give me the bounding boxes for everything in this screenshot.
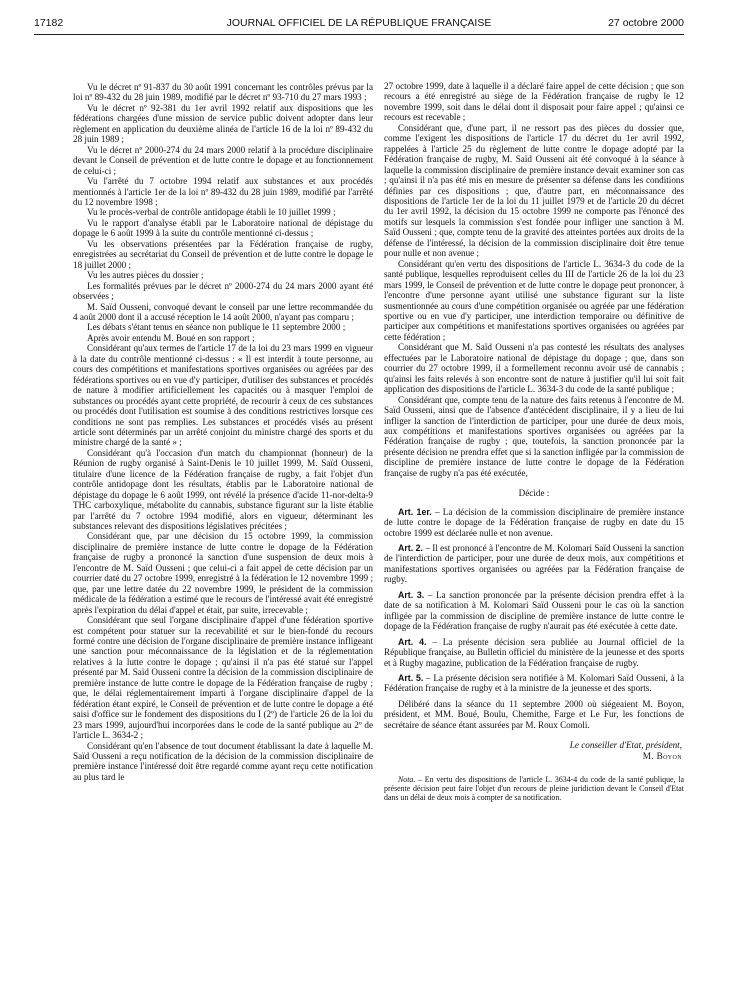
paragraph: Considérant que, d'une part, il ne ressort pas des pièces du dossier que, comme l'exigent les dispositions de l'article 17 du décret du 1er avril 1992, rappelées à l'article 25 du règlement de lutte contre le dopage adopté par la Fédération française de rugby, M. Saïd Ousseni ait été convoqué à la séance à laquelle la commission disciplinaire de première instance devait examiner son cas ; qu'ainsi il n'a pas été mis en mesure de présenter sa défense dans les conditions définies par ces dispositions ; que, d'autre part, en méconnaissance des dispositions de l'article 1er de la loi du 11 juillet 1979 et de l'article 20 du décret du 1er avril 1992, la décision du 15 octobre 1999 ne comporte pas l'énoncé des motifs sur lesquels la commission s'est fondée pour infliger une sanction à M. Saïd Ousseni ; que, compte tenu de la gravité des atteintes portées aux droits de la défense de l'intéressé, la décision de la commission disciplinaire doit être tenue pour nulle et non avenue ;	[384, 122, 684, 259]
paragraph: M. Saïd Ousseni, convoqué devant le conseil par une lettre recommandée du 4 août 2000 dont il a accusé réception le 14 août 2000, n'ayant pas comparu ;	[73, 301, 373, 322]
paragraph: Après avoir entendu M. Boué en son rapport ;	[87, 332, 255, 343]
page-number: 17182	[34, 17, 64, 29]
paragraph: Les débats s'étant tenus en séance non publique le 11 septembre 2000 ;	[87, 322, 346, 333]
article-label: Art. 3.	[398, 589, 425, 600]
article-text: – Il est prononcé à l'encontre de M. Kolomari Saïd Ousseni la sanction de l'interdiction de participer, pour une durée de deux mois, aux compétitions et manifestations sportives organisées ou agréées par la Fédération française de rugby.	[384, 543, 684, 585]
issue-date: 27 octobre 2000	[608, 17, 684, 29]
paragraph: Les formalités prévues par le décret nº 2000-274 du 24 mars 2000 ayant été observées ;	[73, 280, 373, 302]
article-label: Art. 1er.	[398, 506, 432, 517]
paragraph: Considérant qu'à l'occasion d'un match du championnat (honneur) de la Réunion de rugby organisé à Saint-Denis le 10 juillet 1999, M. Saïd Ousseni, titulaire d'une licence de la Fédération française de rugby, a fait l'objet d'un contrôle antidopage dont les résultats, établis par le Laboratoire national de dépistage du dopage le 6 août 1999, ont révélé la présence d'acide 11-nor-delta-9 THC carboxylique, métabolite du cannabis, substance figurant sur la liste établie par l'arrêté du 7 octobre 1994 modifié, alors en vigueur, déterminant les substances relevant des dispositions législatives précitées ;	[73, 447, 373, 532]
paragraph: Vu le décret nº 92-381 du 1er avril 1992 relatif aux dispositions que les fédérations chargées d'une mission de service public doivent adopter dans leur règlement en application du deuxième alinéa de l'article 16 de la loi nº 89-432 du 28 juin 1989 ;	[73, 102, 373, 145]
signature-title: Le conseiller d'Etat, président,	[569, 740, 682, 751]
paragraph: Vu le procès-verbal de contrôle antidopage établi le 10 juillet 1999 ;	[87, 207, 336, 218]
paragraph: Vu le rapport d'analyse établi par le Laboratoire national de dépistage du dopage le 6 août 1999 à la suite du contrôle mentionné ci-dessus ;	[73, 217, 373, 239]
note-text: – En vertu des dispositions de l'article L. 3634-4 du code de la santé publique, la présente décision peut faire l'objet d'un recours de pleine juridiction devant le Conseil d'Etat dans un délai de deux mois à compter de sa notification.	[384, 775, 684, 803]
paragraph: Vu le décret nº 91-837 du 30 août 1991 concernant les contrôles prévus par la loi nº 89-432 du 28 juin 1989, modifié par le décret nº 93-710 du 27 mars 1993 ;	[73, 82, 373, 103]
paragraph: Considérant que seul l'organe disciplinaire d'appel d'une fédération sportive est compétent pour statuer sur la recevabilité et sur le bien-fondé du recours formé contre une décision de l'organe disciplinaire de première instance infligeant une sanction pour méconnaissance de la législation et de la réglementation relatives à la lutte contre le dopage ; qu'ainsi il n'a pas été statué sur l'appel présenté par M. Saïd Ousseni contre la décision de la commission disciplinaire de première instance de lutte contre le dopage de la Fédération française de rugby ; que, le délai réglementairement imparti à l'organe disciplinaire d'appel de la fédération étant expiré, le Conseil de prévention et de lutte contre le dopage a été saisi d'office sur le fondement des dispositions du I (2º) de l'article 26 de la loi du 23 mars 1999, aujourd'hui incorporées dans le code de la santé publique au 2º de l'article L. 3634-2 ;	[73, 615, 373, 741]
right-column	[384, 81, 684, 802]
nota-note	[384, 775, 684, 802]
journal-title: JOURNAL OFFICIEL DE LA RÉPUBLIQUE FRANÇAISE	[226, 17, 492, 29]
left-column	[73, 82, 373, 782]
article-2	[384, 543, 684, 585]
paragraph: Vu le décret nº 2000-274 du 24 mars 2000 relatif à la procédure disciplinaire devant le Conseil de prévention et de lutte contre le dopage et au fonctionnement de celui-ci ;	[73, 144, 373, 176]
paragraph: Considérant que, par une décision du 15 octobre 1999, la commission disciplinaire de première instance de lutte contre le dopage de la Fédération française de rugby a prononcé la sanction d'une suspension de deux mois à l'encontre de M. Saïd Ousseni ; que celui-ci a fait appel de cette décision par un courrier daté du 27 octobre 1999, enregistré à la fédération le 12 novembre 1999 ; que, par une lettre datée du 22 novembre 1999, le président de la commission médicale de la fédération a estimé que le recours de l'intéressé avait été enregistré après l'expiration du délai d'appel et était, par suite, irrecevable ;	[73, 531, 373, 615]
paragraph: 27 octobre 1999, date à laquelle il a déclaré faire appel de cette décision ; que son recours a été enregistré au siège de la Fédération française de rugby le 12 novembre 1999, soit dans le délai dont il disposait pour faire appel ; qu'ainsi ce recours est recevable ;	[384, 81, 684, 123]
paragraph: Vu l'arrêté du 7 octobre 1994 relatif aux substances et aux procédés mentionnés à l'article 1er de la loi nº 89-432 du 28 juin 1989, modifié par l'arrêté du 12 novembre 1998 ;	[73, 176, 373, 207]
page-header	[34, 14, 684, 32]
article-label: Art. 4.	[398, 636, 427, 647]
article-5	[384, 673, 684, 694]
article-3	[384, 590, 684, 632]
header-rule	[34, 34, 684, 35]
article-text: – La présente décision sera publiée au Journal officiel de la République française, au Bulletin officiel du ministère de la jeunesse et des sports et à Rugby magazine, publication de la Fédération française de rugby.	[384, 636, 684, 668]
paragraph: Considérant qu'en vertu des dispositions de l'article L. 3634-3 du code de la santé publique, lesquelles reproduisent celles du III de l'article 26 de la loi du 23 mars 1999, le Conseil de prévention et de lutte contre le dopage peut prononcer, à l'encontre d'une personne ayant utilisé une substance figurant sur la liste susmentionnée au cours d'une compétition organisée ou agréée par une fédération sportive ou en vue d'y participer, une interdiction temporaire ou définitive de participer aux compétitions et manifestations sportives organisées ou agréées par cette fédération ;	[384, 258, 684, 342]
decision-heading: Décide :	[518, 488, 550, 499]
paragraph: Considérant que M. Saïd Ousseni n'a pas contesté les résultats des analyses effectuées par le Laboratoire national de dépistage du dopage ; que, dans son courrier du 27 octobre 1999, il a formellement reconnu avoir usé de cannabis ; qu'ainsi les faits relevés à son encontre sont de nature à justifier qu'il lui soit fait application des dispositions de l'article L. 3634-3 du code de la santé publique ;	[384, 342, 684, 395]
deliberation-paragraph: Délibéré dans la séance du 11 septembre 2000 où siégeaient M. Boyon, président, et MM. Boué, Boulu, Chemithe, Farge et Le Fur, les fonctions de secrétaire de séance étant assurées par M. Roux Comoli.	[384, 698, 684, 730]
article-label: Art. 2.	[398, 543, 423, 554]
paragraph: Considérant qu'aux termes de l'article 17 de la loi du 23 mars 1999 en vigueur à la date du contrôle mentionné ci-dessus : « Il est interdit à toute personne, au cours des compétitions et manifestations sportives organisées ou agréées par des fédérations sportives ou en vue d'y participer, d'utiliser des substances et procédés de nature à modifier artificiellement les capacités ou à masquer l'emploi de substances ou procédés ayant cette propriété, de recourir à ceux de ces substances ou procédés dont l'utilisation est soumise à des conditions restrictives lorsque ces conditions ne sont pas remplies. Les substances et procédés visés au présent article sont déterminés par un arrêté conjoint du ministre chargé des sports et du ministre chargé de la santé » ;	[73, 343, 373, 448]
article-text: – La présente décision sera notifiée à M. Kolomari Saïd Ousseni, à la Fédération française de rugby et à la ministre de la jeunesse et des sports.	[384, 673, 684, 694]
paragraph: Vu les observations présentées par la Fédération française de rugby, enregistrées au secrétariat du Conseil de prévention et de lutte contre le dopage le 18 juillet 2000 ;	[73, 238, 373, 270]
paragraph: Vu les autres pièces du dossier ;	[87, 270, 204, 281]
article-label: Art. 5.	[398, 673, 424, 684]
article-1	[384, 507, 684, 538]
article-text: – La sanction prononcée par la présente décision prendra effet à la date de sa notification à M. Kolomari Saïd Ousseni pour le cas où la sanction infligée par la commission de discipline de première instance de lutte contre le dopage de la Fédération française de rugby n'aurait pas été exécutée à cette date.	[384, 589, 684, 632]
paragraph: Considérant qu'en l'absence de tout document établissant la date à laquelle M. Saïd Ousseni a reçu notification de la décision de la commission disciplinaire de première instance l'intéressé doit être regardé comme ayant reçu cette notification au plus tard le	[73, 740, 373, 782]
signature-name: M. Boyon	[642, 750, 682, 761]
note-label: Nota.	[398, 775, 416, 785]
article-4	[384, 637, 684, 668]
article-text: – La décision de la commission disciplinaire de première instance de lutte contre le dopage de la Fédération française de rugby en date du 15 octobre 1999 est déclarée nulle et non avenue.	[384, 506, 684, 538]
paragraph: Considérant que, compte tenu de la nature des faits retenus à l'encontre de M. Saïd Ousseni, ainsi que de l'absence d'antécédent disciplinaire, il y a lieu de lui infliger la sanction de l'interdiction de participer, pour une durée de deux mois, aux compétitions et manifestations sportives organisées ou agréées par la Fédération française de rugby ; que, toutefois, la sanction prononcée par la présente décision ne prendra effet que si la sanction infligée par la commission de discipline de première instance de lutte contre le dopage de la Fédération française de rugby n'a pas été exécutée,	[384, 394, 684, 478]
